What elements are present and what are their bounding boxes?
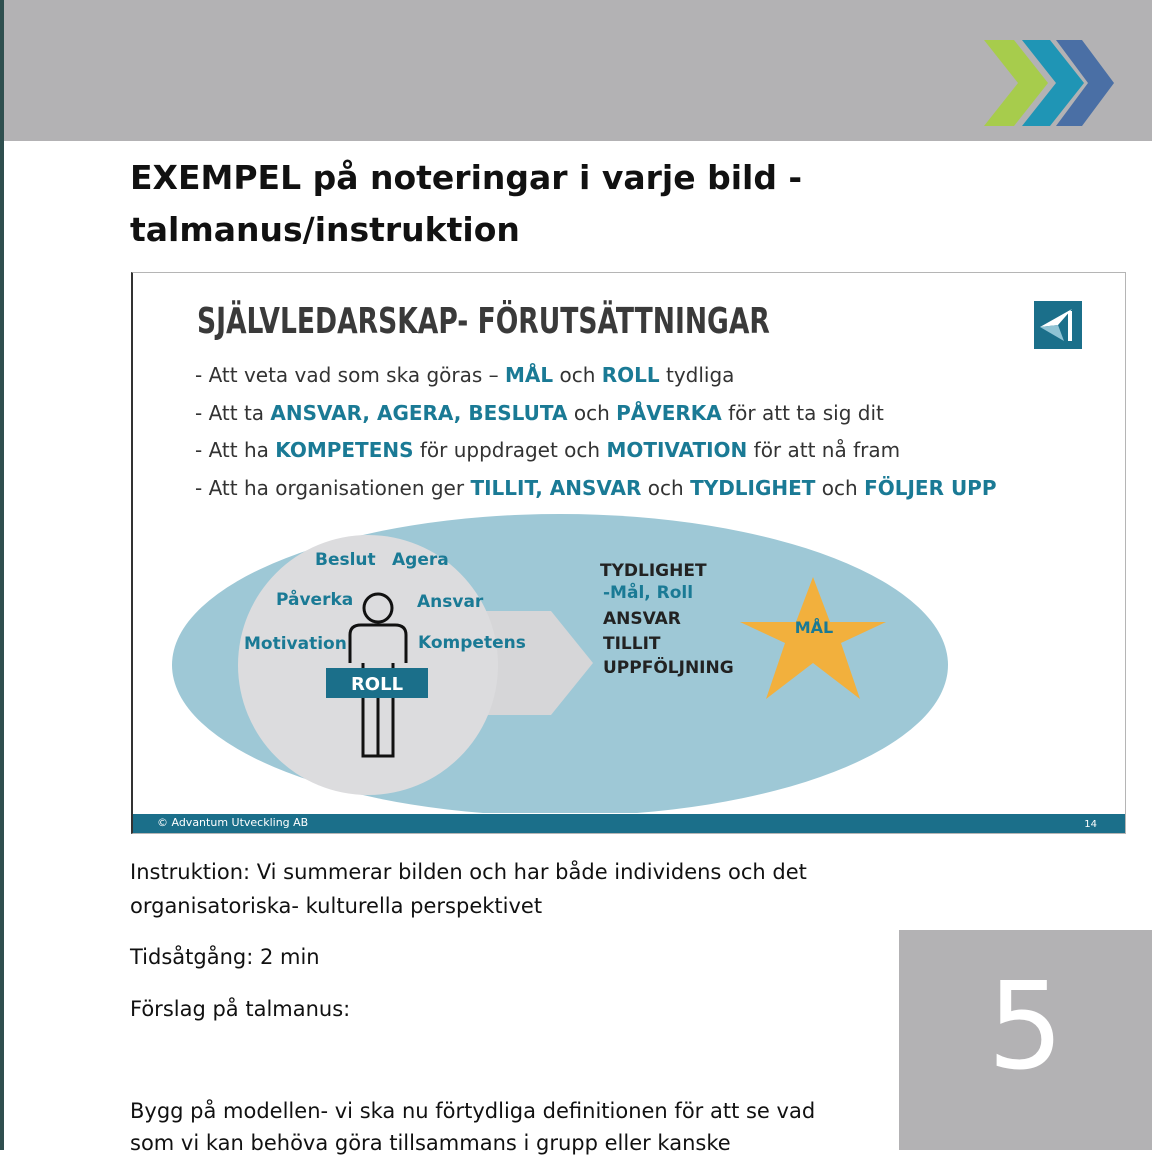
bullet-line (195, 470, 1095, 508)
page-number-box (899, 930, 1152, 1150)
bullet-keyword: ROLL (601, 363, 660, 387)
label-paverka: Påverka (276, 590, 354, 610)
bullet-text: - Att ha (195, 438, 276, 462)
bullet-keyword: FÖLJER UPP (864, 475, 997, 500)
bullet-keyword: TILLIT, ANSVAR (470, 475, 642, 500)
bullet-text: - Att veta vad som ska göras – (195, 363, 505, 387)
label-ansvar-caps: ANSVAR (603, 609, 681, 629)
bullet-keyword: TYDLIGHET (690, 475, 816, 500)
label-kompetens: Kompetens (418, 633, 526, 653)
bullet-text: för att nå fram (747, 438, 901, 462)
label-tillit: TILLIT (603, 634, 661, 654)
bullet-text: - Att ha organisationen ger (195, 475, 471, 500)
body-line-2: som vi kan behöva göra tillsammans i grupp eller kanske (130, 1131, 731, 1155)
slide-title: SJÄLVLEDARSKAP- FÖRUTSÄTTNINGAR (197, 301, 770, 342)
slide-image (131, 272, 1126, 834)
roll-label: ROLL (350, 674, 404, 695)
chevrons-logo-icon (978, 36, 1118, 130)
bullet-text: och (567, 400, 617, 425)
label-tydlighet: TYDLIGHET (600, 561, 707, 581)
bullet-keyword: MÅL (505, 363, 554, 387)
bullet-line (195, 432, 1095, 470)
label-uppfoljning: UPPFÖLJNING (603, 658, 734, 678)
script-label: Förslag på talmanus: (130, 997, 351, 1021)
bullet-text: tydliga (659, 363, 735, 387)
label-motivation: Motivation (244, 634, 347, 654)
page-heading: EXEMPEL på noteringar i varje bild - talmanus/instruktion (130, 158, 803, 249)
bullet-text: för att ta sig dit (721, 400, 884, 425)
footer-copyright: © Advantum Utveckling AB (157, 816, 309, 829)
slide-footer (133, 814, 1125, 833)
slide-bullets (195, 357, 1095, 507)
bullet-keyword: MOTIVATION (606, 438, 748, 462)
left-edge (0, 0, 4, 1150)
arrow-logo-icon (1034, 301, 1082, 349)
bullet-keyword: PÅVERKA (616, 400, 722, 425)
bullet-text: - Att ta (195, 400, 271, 425)
bullet-line (195, 357, 1095, 395)
label-ansvar: Ansvar (417, 592, 484, 612)
bullet-text: och (641, 475, 691, 500)
slide-number: 14 (1084, 819, 1097, 830)
bullet-text: och (815, 475, 865, 500)
body-line-1: Bygg på modellen- vi ska nu förtydliga definitionen för att se vad (130, 1099, 816, 1123)
label-mal-roll: -Mål, Roll (603, 583, 694, 603)
label-beslut: Beslut (315, 550, 376, 570)
self-leadership-diagram (133, 503, 1125, 813)
bullet-line (195, 395, 1095, 433)
label-agera: Agera (392, 550, 449, 570)
bullet-keyword: KOMPETENS (275, 438, 414, 462)
bullet-text: för uppdraget och (413, 438, 607, 462)
bullet-text: och (553, 363, 602, 387)
label-mal: MÅL (794, 618, 834, 637)
bullet-keyword: ANSVAR, AGERA, BESLUTA (270, 400, 568, 425)
time-text: Tidsåtgång: 2 min (130, 945, 320, 969)
page-number: 5 (987, 958, 1064, 1097)
instruction-text: Instruktion: Vi summerar bilden och har både individens och det organisatoriska- kulturella perspektivet (130, 860, 807, 918)
